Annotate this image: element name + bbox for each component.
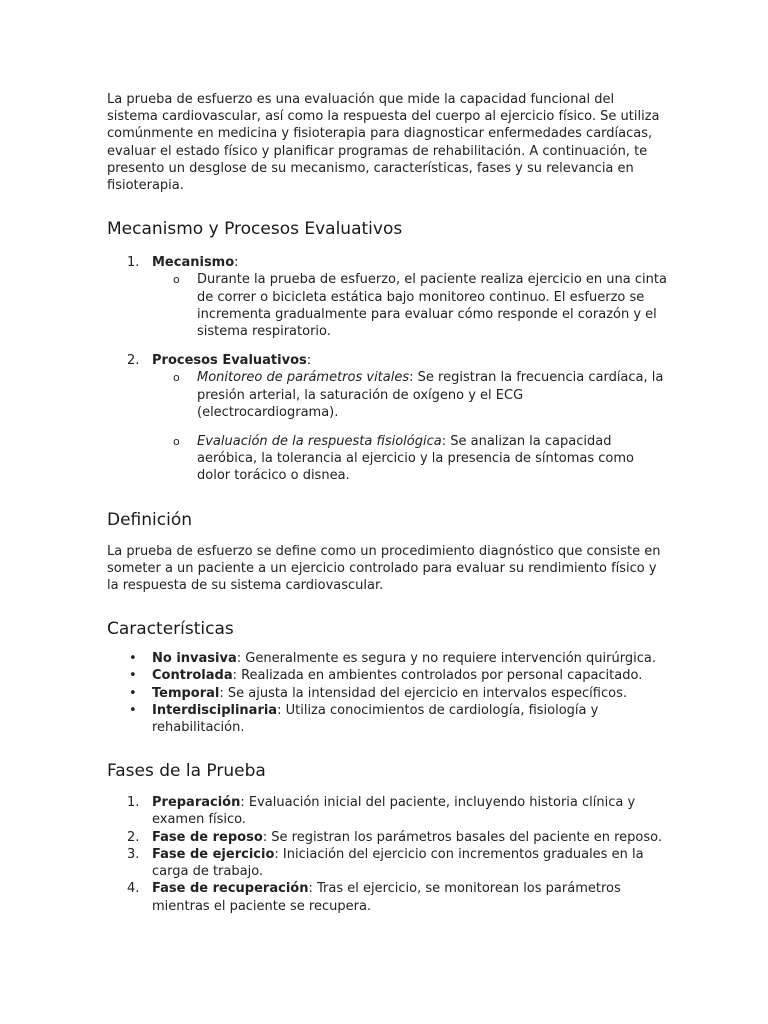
list-item bbox=[107, 685, 667, 702]
item-title: No invasiva bbox=[152, 651, 237, 667]
circle-bullet-icon: o bbox=[173, 273, 180, 287]
intro-paragraph: La prueba de esfuerzo es una evaluación que mide la capacidad funcional del sistema cardiovascular, así como la respuesta del cuerpo al ejercicio físico. Se utiliza comúnmente en medicina y fisioterapia para diagnosticar enfermedades cardíacas, evaluar el estado físico y planificar programas de rehabilitación. A continuación, te presento un desglose de su mecanismo, características, fases y su relevancia en fisioterapia. bbox=[107, 92, 660, 194]
item-text: : Iniciación del ejercicio con incrementos graduales en la carga de trabajo. bbox=[152, 846, 644, 880]
item-text: : Realizada en ambientes controlados por personal capacitado. bbox=[232, 668, 643, 684]
mecanismo-list bbox=[107, 254, 667, 484]
item-title: Preparación bbox=[152, 795, 241, 811]
item-title: Interdisciplinaria bbox=[152, 702, 278, 718]
list-item bbox=[107, 794, 667, 828]
heading-mecanismo: Mecanismo y Procesos Evaluativos bbox=[107, 219, 403, 240]
item-title: Controlada bbox=[152, 668, 233, 684]
circle-bullet-icon: o bbox=[173, 435, 180, 449]
sub-list bbox=[152, 369, 667, 484]
list-number: 2. bbox=[127, 829, 140, 845]
caracteristicas-list bbox=[107, 650, 667, 736]
sub-item-text: : Se analizan la capacidad aeróbica, la tolerancia al ejercicio y la presencia de síntomas como dolor torácico o disnea. bbox=[197, 434, 635, 484]
circle-bullet-icon: o bbox=[173, 371, 180, 385]
fases-list bbox=[107, 794, 667, 914]
item-text: : Tras el ejercicio, se monitorean los parámetros mientras el paciente se recupera. bbox=[152, 881, 621, 914]
item-text: : Utiliza conocimientos de cardiología, fisiología y rehabilitación. bbox=[152, 702, 599, 736]
list-number: 4. bbox=[127, 881, 140, 897]
list-item-mecanismo bbox=[107, 254, 667, 340]
item-separator: : bbox=[234, 255, 239, 271]
list-item bbox=[107, 846, 667, 880]
list-number: 3. bbox=[127, 846, 140, 862]
item-text: : Evaluación inicial del paciente, incluyendo historia clínica y examen físico. bbox=[152, 795, 636, 828]
sub-item-italic: Monitoreo de parámetros vitales bbox=[197, 370, 410, 386]
sub-list bbox=[152, 271, 667, 340]
list-item bbox=[107, 829, 667, 846]
list-item bbox=[107, 667, 667, 684]
sub-item-text: Durante la prueba de esfuerzo, el paciente realiza ejercicio en una cinta de correr o bicicleta estática bajo monitoreo continuo. El esfuerzo se incrementa gradualmente para evaluar cómo responde el corazón y el sistema respiratorio. bbox=[197, 272, 667, 340]
sub-list-item bbox=[152, 369, 667, 421]
item-title: Fase de recuperación bbox=[152, 881, 309, 897]
bullet-icon: • bbox=[129, 651, 137, 667]
heading-fases: Fases de la Prueba bbox=[107, 761, 266, 782]
sub-list-item bbox=[152, 433, 667, 485]
item-text: : Generalmente es segura y no requiere intervención quirúrgica. bbox=[236, 651, 656, 667]
item-text: : Se ajusta la intensidad del ejercicio en intervalos específicos. bbox=[219, 685, 627, 701]
list-item bbox=[107, 880, 667, 914]
list-item bbox=[107, 650, 667, 667]
item-title: Mecanismo bbox=[152, 255, 235, 271]
item-title: Fase de ejercicio bbox=[152, 846, 275, 862]
bullet-icon: • bbox=[129, 668, 137, 684]
item-title: Procesos Evaluativos bbox=[152, 353, 307, 369]
list-item-procesos bbox=[107, 352, 667, 484]
item-title: Fase de reposo bbox=[152, 829, 263, 845]
item-title: Temporal bbox=[152, 685, 220, 701]
item-text: : Se registran los parámetros basales del paciente en reposo. bbox=[262, 829, 662, 845]
list-number: 1. bbox=[127, 255, 140, 271]
document-page bbox=[107, 91, 667, 915]
heading-definicion: Definición bbox=[107, 509, 192, 530]
definicion-paragraph: La prueba de esfuerzo se define como un procedimiento diagnóstico que consiste en someter a un paciente a un ejercicio controlado para evaluar su rendimiento físico y la respuesta de su sistema cardiovascular. bbox=[107, 543, 661, 594]
heading-caracteristicas: Características bbox=[107, 619, 234, 640]
sub-item-italic: Evaluación de la respuesta fisiológica bbox=[197, 434, 442, 450]
item-separator: : bbox=[306, 353, 312, 369]
bullet-icon: • bbox=[129, 685, 137, 701]
sub-item-text: : Se registran la frecuencia cardíaca, la presión arterial, la saturación de oxígeno y el ECG (electrocardiograma). bbox=[197, 370, 664, 420]
list-number: 1. bbox=[127, 795, 140, 811]
bullet-icon: • bbox=[129, 702, 137, 718]
list-item bbox=[107, 702, 667, 736]
sub-list-item bbox=[152, 271, 667, 340]
list-number: 2. bbox=[127, 353, 140, 369]
